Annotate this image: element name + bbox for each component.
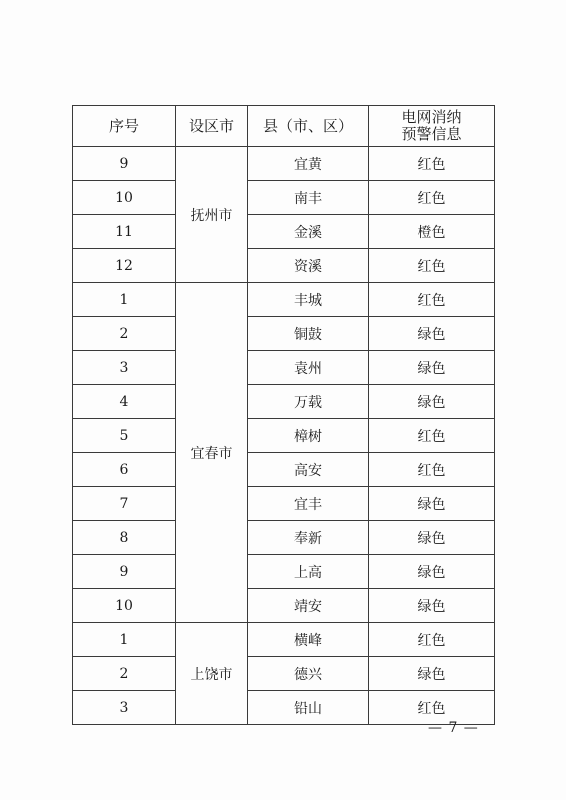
- table-row: [73, 419, 495, 453]
- cell-seq: 11: [73, 215, 176, 249]
- cell-seq: 9: [73, 147, 176, 181]
- header-warning: [369, 106, 495, 147]
- cell-seq: 12: [73, 249, 176, 283]
- cell-warning: 绿色: [369, 521, 495, 555]
- header-warning-line2: 预警信息: [401, 125, 462, 143]
- cell-county: 德兴: [248, 657, 369, 691]
- cell-warning: 绿色: [369, 385, 495, 419]
- page-number: — 7 —: [428, 720, 479, 736]
- cell-county: 宜黄: [248, 147, 369, 181]
- table-header-row: [73, 106, 495, 147]
- table-row: [73, 351, 495, 385]
- cell-warning: 绿色: [369, 317, 495, 351]
- cell-warning: 红色: [369, 453, 495, 487]
- table-row: [73, 317, 495, 351]
- cell-seq: 1: [73, 283, 176, 317]
- cell-city: 宜春市: [176, 283, 248, 623]
- cell-seq: 10: [73, 181, 176, 215]
- cell-county: 南丰: [248, 181, 369, 215]
- cell-seq: 9: [73, 555, 176, 589]
- cell-county: 樟树: [248, 419, 369, 453]
- cell-warning: 红色: [369, 181, 495, 215]
- cell-county: 丰城: [248, 283, 369, 317]
- table-row: [73, 215, 495, 249]
- cell-seq: 1: [73, 623, 176, 657]
- table-row: [73, 283, 495, 317]
- cell-warning: 红色: [369, 249, 495, 283]
- cell-county: 铅山: [248, 691, 369, 725]
- cell-city: 抚州市: [176, 147, 248, 283]
- cell-seq: 2: [73, 317, 176, 351]
- cell-seq: 2: [73, 657, 176, 691]
- cell-warning: 绿色: [369, 657, 495, 691]
- cell-county: 高安: [248, 453, 369, 487]
- header-warning-line1: 电网消纳: [401, 108, 462, 126]
- cell-warning: 红色: [369, 419, 495, 453]
- cell-warning: 红色: [369, 691, 495, 725]
- cell-county: 奉新: [248, 521, 369, 555]
- table-row: [73, 657, 495, 691]
- cell-warning: 橙色: [369, 215, 495, 249]
- cell-seq: 7: [73, 487, 176, 521]
- table-row: [73, 147, 495, 181]
- table-row: [73, 249, 495, 283]
- header-city: 设区市: [176, 106, 248, 147]
- cell-warning: 绿色: [369, 487, 495, 521]
- cell-warning: 绿色: [369, 555, 495, 589]
- cell-county: 资溪: [248, 249, 369, 283]
- cell-warning: 绿色: [369, 351, 495, 385]
- table-row: [73, 181, 495, 215]
- cell-county: 上高: [248, 555, 369, 589]
- cell-seq: 5: [73, 419, 176, 453]
- cell-seq: 6: [73, 453, 176, 487]
- cell-seq: 10: [73, 589, 176, 623]
- table-row: [73, 589, 495, 623]
- cell-county: 万载: [248, 385, 369, 419]
- cell-seq: 8: [73, 521, 176, 555]
- cell-seq: 3: [73, 691, 176, 725]
- cell-county: 铜鼓: [248, 317, 369, 351]
- cell-city: 上饶市: [176, 623, 248, 725]
- power-grid-warning-table: [72, 105, 495, 725]
- table-row: [73, 453, 495, 487]
- cell-seq: 3: [73, 351, 176, 385]
- header-county: 县（市、区）: [248, 106, 369, 147]
- table-row: [73, 623, 495, 657]
- cell-county: 横峰: [248, 623, 369, 657]
- table-row: [73, 521, 495, 555]
- cell-warning: 红色: [369, 147, 495, 181]
- cell-county: 袁州: [248, 351, 369, 385]
- cell-warning: 红色: [369, 623, 495, 657]
- cell-seq: 4: [73, 385, 176, 419]
- header-seq: 序号: [73, 106, 176, 147]
- table-row: [73, 487, 495, 521]
- cell-warning: 红色: [369, 283, 495, 317]
- cell-county: 宜丰: [248, 487, 369, 521]
- table-row: [73, 385, 495, 419]
- table-row: [73, 555, 495, 589]
- cell-county: 金溪: [248, 215, 369, 249]
- cell-county: 靖安: [248, 589, 369, 623]
- cell-warning: 绿色: [369, 589, 495, 623]
